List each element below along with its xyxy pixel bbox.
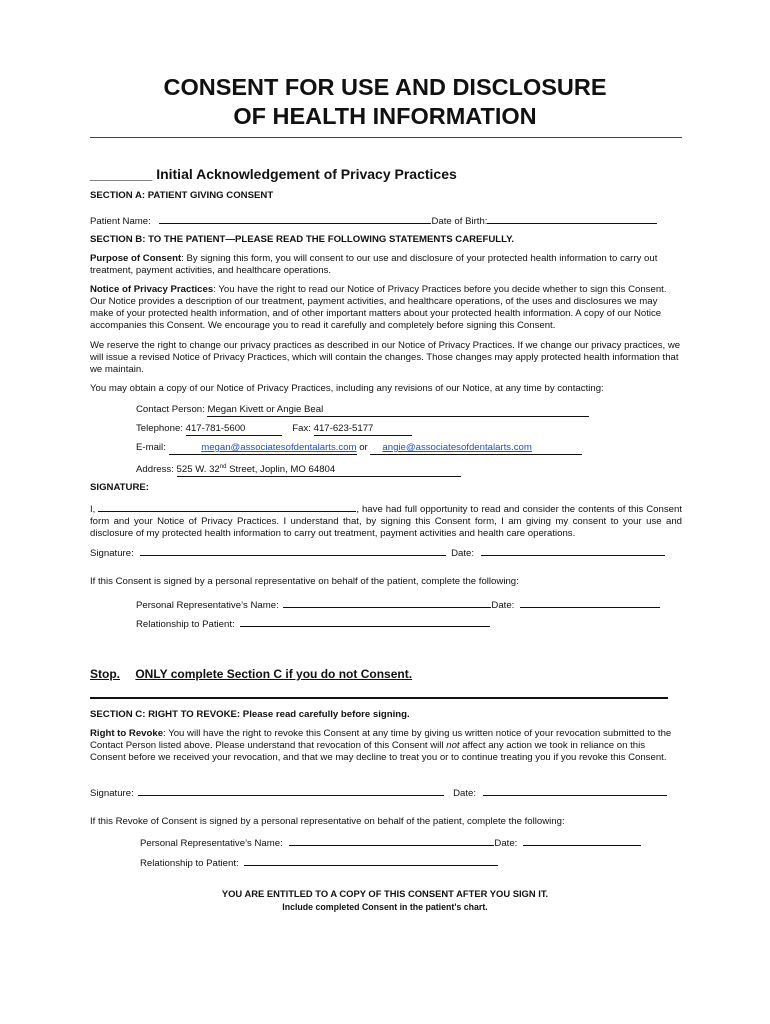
revoke-date-field[interactable] [483, 785, 667, 796]
notice-text: : You have the right to read our Notice of Privacy Practices before you decide whether to sign this Consent. Our Notice provides a description of our treatment, payment activities, and healthcare operations, of the uses and disclosures we may make of your protected health information, and of other important matters about your protected health information. A copy of our Notice accompanies this Consent. We encourage you to read it carefully and completely before signing this Consent. [90, 284, 667, 331]
revoke-relationship-field[interactable] [244, 855, 498, 866]
revoke-rep-name-row [140, 835, 641, 850]
obtain-paragraph: You may obtain a copy of our Notice of Privacy Practices, including any revisions of our Notice, at any time by contacting: [90, 383, 604, 394]
consent-rep-name-field[interactable] [283, 597, 491, 608]
title-divider [90, 137, 682, 138]
notice-label: Notice of Privacy Practices [90, 284, 214, 295]
consent-rep-intro: If this Consent is signed by a personal representative on behalf of the patient, complete the following: [90, 576, 519, 587]
right-to-revoke-text-2: affect any action we took in reliance on this Consent before we received your revocation, and that we may decline to treat you or to continue treating you if you revoke this Consent. [90, 740, 667, 763]
fax-label: Fax: [292, 423, 311, 434]
fax-value: 417-623-5177 [313, 423, 374, 434]
initial-acknowledgement [90, 166, 457, 182]
or-text: or [359, 442, 368, 453]
revoke-rep-date-label: Date: [494, 838, 518, 849]
revoke-signature-label: Signature: [90, 788, 134, 799]
address-part1: 525 W. 32 [176, 464, 220, 476]
email2-link[interactable]: angie@associatesofdentalarts.com [382, 442, 532, 453]
patient-printed-name-field[interactable] [98, 501, 356, 512]
reserve-paragraph: We reserve the right to change our privacy practices as described in our Notice of Privacy Practices. If we change our privacy practices, we will issue a revised Notice of Privacy Practices, which will contain the changes. Those changes may apply protected health information that we maintain. [90, 340, 681, 375]
dob-label: Date of Birth: [431, 216, 488, 227]
patient-name-label: Patient Name: [90, 216, 151, 227]
consent-rep-name-label: Personal Representative’s Name: [136, 600, 279, 611]
stop-divider [90, 697, 668, 699]
email1-field [169, 442, 357, 455]
consent-signature-row [90, 545, 665, 560]
footer-include: Include completed Consent in the patient's chart. [282, 902, 488, 912]
dob-field[interactable] [487, 213, 657, 224]
consent-signature-field[interactable] [140, 545, 446, 556]
telephone-value: 417-781-5600 [185, 423, 246, 434]
fax-field [314, 423, 412, 436]
address-row [136, 461, 461, 477]
consent-rep-date-field[interactable] [520, 597, 660, 608]
right-to-revoke-text-1: : You will have the right to revoke this Consent at any time by giving us written notice of your revocation submitted to the Contact Person listed above. Please understand that revocation of this Consent will [90, 728, 672, 751]
contact-person-field [207, 404, 589, 417]
revoke-relationship-row [140, 855, 498, 870]
consent-relationship-field[interactable] [240, 616, 490, 627]
consent-relationship-label: Relationship to Patient: [136, 619, 235, 630]
right-to-revoke-label: Right to Revoke [90, 728, 164, 739]
consent-date-field[interactable] [481, 545, 665, 556]
consent-rep-date-label: Date: [491, 600, 515, 611]
section-a-heading: SECTION A: PATIENT GIVING CONSENT [90, 190, 274, 201]
right-to-revoke-paragraph [90, 728, 682, 764]
stop-notice [90, 667, 412, 681]
purpose-label: Purpose of Consent [90, 253, 182, 264]
contact-person-label: Contact Person: [136, 404, 205, 415]
contact-person-value: Megan Kivett or Angie Beal [207, 404, 324, 415]
section-c-heading: SECTION C: RIGHT TO REVOKE: Please read carefully before signing. [90, 709, 410, 720]
initial-acknowledgement-label: Initial Acknowledgement of Privacy Practices [156, 166, 457, 182]
consent-statement [90, 501, 682, 540]
purpose-paragraph [90, 253, 682, 277]
stop-label: Stop. [90, 667, 120, 681]
revoke-rep-name-label: Personal Representative’s Name: [140, 838, 283, 849]
stop-instruction: ONLY complete Section C if you do not Consent. [135, 667, 413, 681]
address-label: Address: [136, 464, 174, 476]
purpose-text: : By signing this form, you will consent to our use and disclosure of your protected health information to carry out treatment, payment activities, and healthcare operations. [90, 253, 658, 276]
document-title-line1: CONSENT FOR USE AND DISCLOSURE [163, 74, 607, 100]
consent-date-label: Date: [451, 548, 475, 559]
revoke-date-label: Date: [453, 788, 477, 799]
document-title-line2: OF HEALTH INFORMATION [233, 103, 537, 129]
address-part2: Street, Joplin, MO 64804 [226, 464, 336, 476]
footer-entitled: YOU ARE ENTITLED TO A COPY OF THIS CONSENT AFTER YOU SIGN IT. [221, 888, 549, 899]
email1-link[interactable]: megan@associatesofdentalarts.com [201, 442, 357, 453]
revoke-rep-intro: If this Revoke of Consent is signed by a personal representative on behalf of the patient, complete the following: [90, 816, 565, 827]
i-label: I, [90, 504, 96, 515]
address-superscript: nd [219, 464, 227, 470]
consent-statement-text: , have had full opportunity to read and consider the contents of this Consent form and your Notice of Privacy Practices. I understand that, by signing this Consent form, I am giving my consent to your use and disclosure of my protected health information to carry out treatment, payment activities and health care operations. [90, 504, 682, 539]
email-row [136, 442, 582, 455]
address-field [177, 461, 461, 477]
telephone-label: Telephone: [136, 423, 183, 434]
right-to-revoke-not: not [446, 740, 460, 751]
revoke-rep-name-field[interactable] [289, 835, 494, 846]
telephone-field [186, 423, 282, 436]
initial-blank[interactable]: ________ [90, 166, 153, 182]
notice-paragraph [90, 284, 682, 332]
revoke-rep-date-field[interactable] [523, 835, 641, 846]
email-label: E-mail: [136, 442, 166, 453]
consent-rep-name-row [136, 597, 660, 612]
patient-info-row [90, 213, 657, 228]
revoke-relationship-label: Relationship to Patient: [140, 858, 239, 869]
revoke-signature-row [90, 785, 667, 800]
email2-field [370, 442, 582, 455]
consent-relationship-row [136, 616, 490, 631]
section-b-heading: SECTION B: TO THE PATIENT—PLEASE READ THE FOLLOWING STATEMENTS CAREFULLY. [90, 234, 515, 245]
patient-name-field[interactable] [159, 213, 431, 224]
revoke-signature-field[interactable] [138, 785, 444, 796]
telephone-row [136, 423, 412, 436]
consent-signature-label: Signature: [90, 548, 134, 559]
contact-person-row [136, 404, 589, 417]
signature-heading: SIGNATURE: [90, 482, 149, 493]
